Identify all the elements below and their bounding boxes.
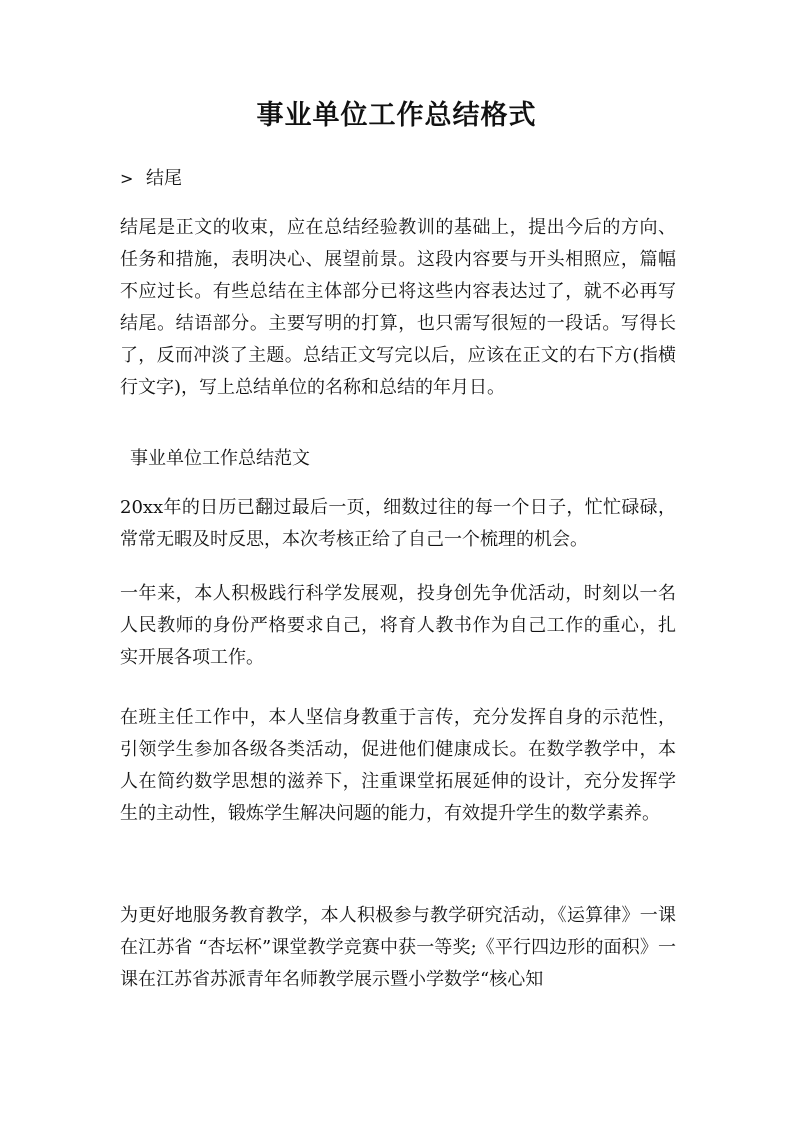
section-heading: [120, 164, 182, 194]
paragraph-research: 为更好地服务教育教学，本人积极参与教学研究活动，《运算律》一课在江苏省 “杏坛杯”课堂教学竞赛中获一等奖;《平行四边形的面积》一课在江苏省苏派青年名师教学展示暨小学数学“核心知: [120, 905, 676, 990]
paragraph-intro: 20xx年的日历已翻过最后一页，细数过往的每一个日子，忙忙碌碌，常常无暇及时反思，本次考核正给了自己一个梳理的机会。: [120, 497, 676, 550]
chevron-right-icon: >: [120, 169, 134, 188]
document-title: 事业单位工作总结格式: [256, 100, 537, 131]
sample-heading: 事业单位工作总结范文: [130, 448, 310, 469]
section-heading-text: 结尾: [146, 168, 182, 189]
paragraph-conclusion: 结尾是正文的收束，应在总结经验教训的基础上，提出今后的方向、任务和措施，表明决心、展望前景。这段内容要与开头相照应，篇幅不应过长。有些总结在主体部分已将这些内容表达过了，就不必再写结尾。结语部分。主要写明的打算，也只需写很短的一段话。写得长了，反而冲淡了主题。总结正文写完以后，应该在正文的右下方(指横行文字)，写上总结单位的名称和总结的年月日。: [120, 217, 676, 398]
paragraph-teaching: 在班主任工作中，本人坚信身教重于言传，充分发挥自身的示范性，引领学生参加各级各类活动，促进他们健康成长。在数学教学中，本人在简约数学思想的滋养下，注重课堂拓展延伸的设计，充分发挥学生的主动性，锻炼学生解决问题的能力，有效提升学生的数学素养。: [120, 707, 676, 824]
paragraph-year-review: 一年来，本人积极践行科学发展观，投身创先争优活动，时刻以一名人民教师的身份严格要求自己，将育人教书作为自己工作的重心，扎实开展各项工作。: [120, 583, 676, 668]
